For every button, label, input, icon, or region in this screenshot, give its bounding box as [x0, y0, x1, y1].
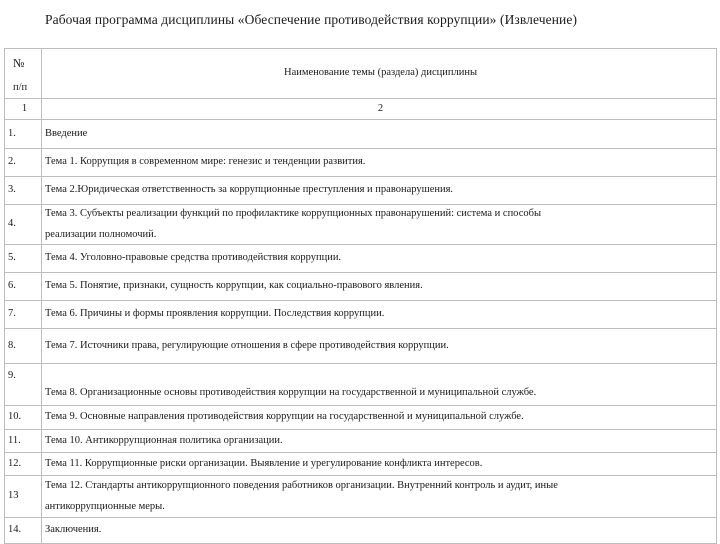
column-index-2: 2: [42, 99, 717, 120]
table-row: [5, 177, 717, 205]
row-number: 3.: [5, 177, 42, 205]
row-topic: Тема 10. Антикоррупционная политика организации.: [42, 430, 717, 453]
row-number: 11.: [5, 430, 42, 453]
row-number: 4.: [5, 205, 42, 245]
row-number: 12.: [5, 453, 42, 476]
table-row: [5, 476, 717, 518]
row-topic: Заключения.: [42, 518, 717, 544]
header-topic-cell: Наименование темы (раздела) дисциплины: [42, 49, 717, 99]
row-number: 1.: [5, 120, 42, 149]
table-row: [5, 149, 717, 177]
row-topic: Тема 11. Коррупционные риски организации. Выявление и урегулирование конфликта интересов.: [42, 453, 717, 476]
row-topic: [42, 476, 717, 518]
row-topic: Тема 4. Уголовно-правовые средства противодействия коррупции.: [42, 245, 717, 273]
column-index-1: 1: [5, 99, 42, 120]
table-row: [5, 453, 717, 476]
row-topic: Тема 9. Основные направления противодействия коррупции на государственной и муниципальной службе.: [42, 406, 717, 430]
row-topic: Тема 1. Коррупция в современном мире: генезис и тенденции развития.: [42, 149, 717, 177]
row-topic-line: Тема 3. Субъекты реализации функций по профилактике коррупционных правонарушений: система и способы: [45, 208, 542, 220]
row-topic-line: реализации полномочий.: [45, 228, 157, 240]
row-topic: Тема 7. Источники права, регулирующие отношения в сфере противодействия коррупции.: [42, 329, 717, 364]
row-number: 14.: [5, 518, 42, 544]
row-topic: Тема 6. Причины и формы проявления коррупции. Последствия коррупции.: [42, 301, 717, 329]
header-number-cell: [5, 49, 42, 99]
row-topic: [42, 205, 717, 245]
column-index-row: [5, 99, 717, 120]
row-topic: Введение: [42, 120, 717, 149]
row-number: 9.: [5, 364, 42, 406]
row-topic: Тема 5. Понятие, признаки, сущность коррупции, как социально-правового явления.: [42, 273, 717, 301]
table-header-row: [5, 49, 717, 99]
row-topic-line: антикоррупционные меры.: [45, 500, 165, 512]
table-row: [5, 120, 717, 149]
table-row: [5, 364, 717, 406]
topics-table: [4, 48, 717, 544]
row-topic: Тема 8. Организационные основы противодействия коррупции на государственной и муниципальной службе.: [42, 364, 717, 406]
number-symbol: №: [13, 56, 25, 70]
row-number: 13: [5, 476, 42, 518]
number-subheader: п/п: [13, 82, 28, 93]
table-row: [5, 430, 717, 453]
row-number: 2.: [5, 149, 42, 177]
table-row: [5, 301, 717, 329]
row-number: 6.: [5, 273, 42, 301]
table-row: [5, 273, 717, 301]
table-row: [5, 329, 717, 364]
document-title: Рабочая программа дисциплины «Обеспечение противодействия коррупции» (Извлечение): [45, 12, 578, 27]
table-row: [5, 406, 717, 430]
row-number: 5.: [5, 245, 42, 273]
row-number: 7.: [5, 301, 42, 329]
row-topic: Тема 2.Юридическая ответственность за коррупционные преступления и правонарушения.: [42, 177, 717, 205]
row-number: 8.: [5, 329, 42, 364]
table-row: [5, 245, 717, 273]
row-topic-line: Тема 12. Стандарты антикоррупционного поведения работников организации. Внутренний контроль и аудит, иные: [45, 480, 558, 492]
row-number: 10.: [5, 406, 42, 430]
table-row: [5, 205, 717, 245]
